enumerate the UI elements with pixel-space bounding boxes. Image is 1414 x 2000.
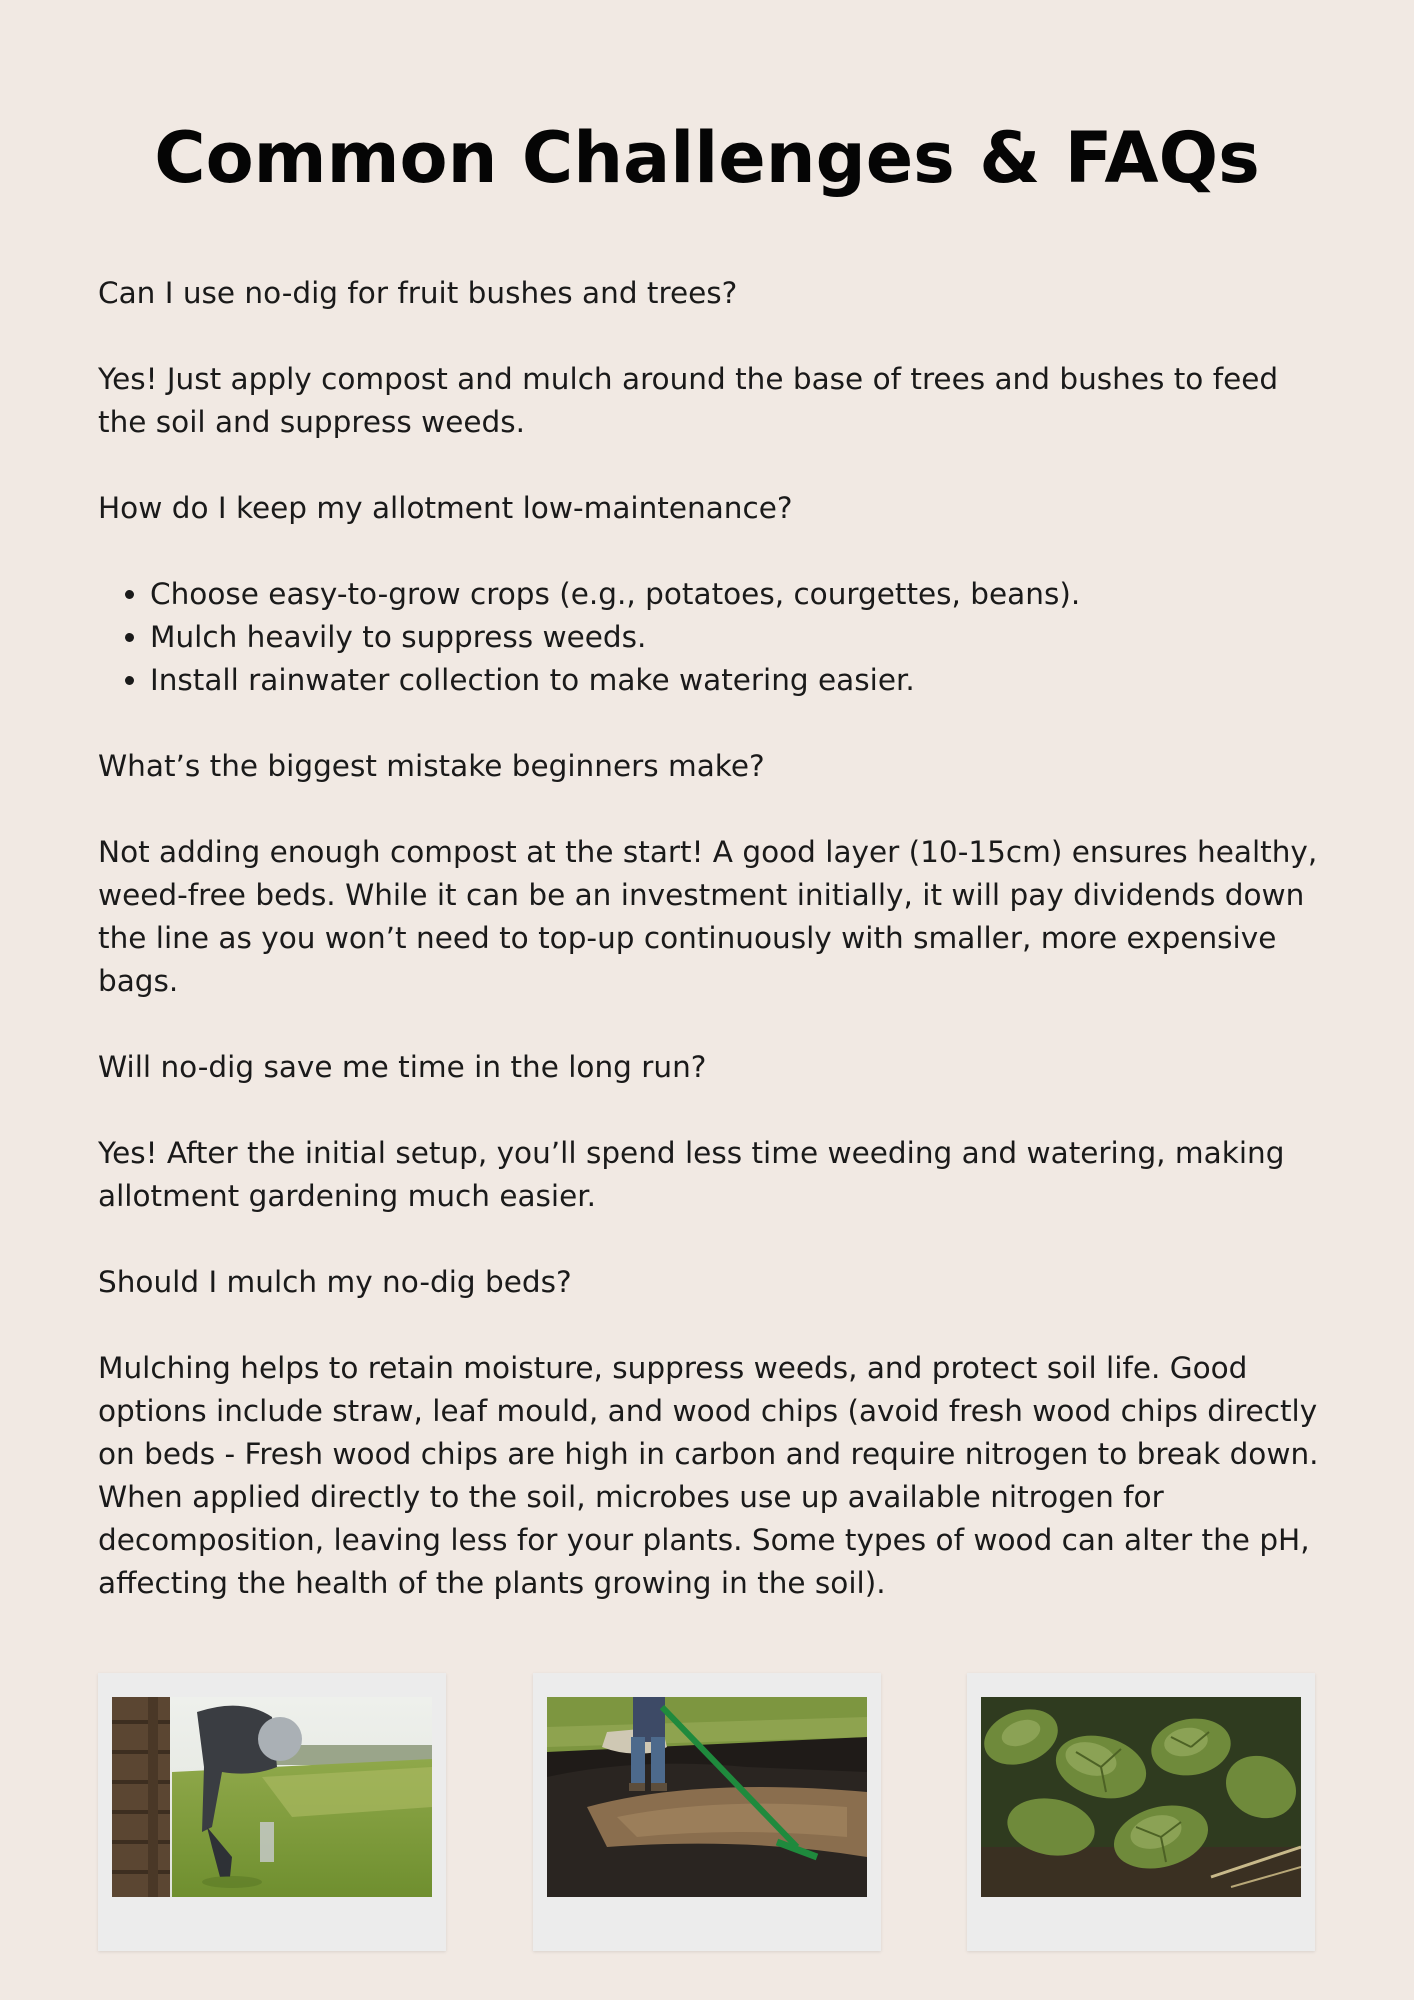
faq-question: How do I keep my allotment low-maintenance? bbox=[98, 491, 793, 525]
photo-polaroid-weeds bbox=[967, 1673, 1315, 1951]
page-title: Common Challenges & FAQs bbox=[154, 117, 1260, 199]
list-item: • Mulch heavily to suppress weeds. bbox=[150, 616, 1328, 659]
faq-list bbox=[98, 272, 1328, 1648]
faq-answer: Not adding enough compost at the start! A good layer (10-15cm) ensures healthy, weed-free beds. While it can be an investment initially, it will pay dividends down the line as you won’t need to top-up continuously with smaller, more expensive bags. bbox=[98, 835, 1318, 998]
faq-question: What’s the biggest mistake beginners make? bbox=[98, 749, 765, 783]
photo-compost-bay-image bbox=[112, 1697, 432, 1897]
photo-raking-compost-image bbox=[547, 1697, 867, 1897]
faq-question: Should I mulch my no-dig beds? bbox=[98, 1265, 572, 1299]
faq-answer: Yes! After the initial setup, you’ll spend less time weeding and watering, making allotment gardening much easier. bbox=[98, 1136, 1285, 1213]
faq-answer: Yes! Just apply compost and mulch around the base of trees and bushes to feed the soil and suppress weeds. bbox=[98, 362, 1279, 439]
list-item: • Install rainwater collection to make watering easier. bbox=[150, 659, 1328, 702]
photo-polaroid-compost-bay bbox=[98, 1673, 446, 1951]
photo-polaroid-raking-compost bbox=[533, 1673, 881, 1951]
faq-question: Will no-dig save me time in the long run? bbox=[98, 1050, 707, 1084]
photo-weeds-image bbox=[981, 1697, 1301, 1897]
faq-answer: Mulching helps to retain moisture, suppress weeds, and protect soil life. Good options include straw, leaf mould, and wood chips (avoid fresh wood chips directly on beds - Fresh wood chips are high in carbon and require nitrogen to break down. When applied directly to the soil, microbes use up available nitrogen for decomposition, leaving less for your plants. Some types of wood can alter the pH, affecting the health of the plants growing in the soil). bbox=[98, 1351, 1319, 1600]
faq-question: Can I use no-dig for fruit bushes and trees? bbox=[98, 276, 738, 310]
list-item: • Choose easy-to-grow crops (e.g., potatoes, courgettes, beans). bbox=[150, 573, 1328, 616]
faq-bullet-list bbox=[98, 573, 1328, 702]
